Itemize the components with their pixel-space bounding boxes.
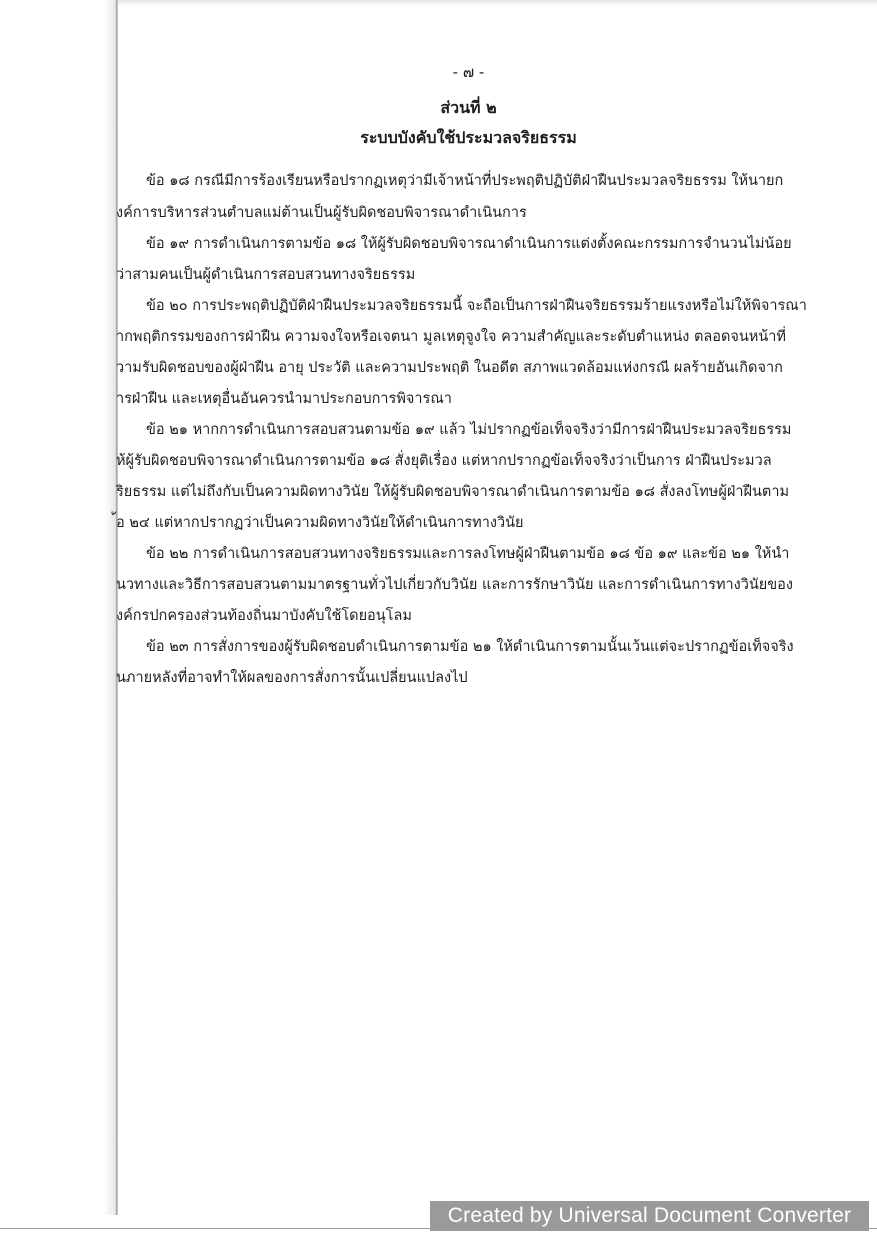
page-number: - ๗ - xyxy=(452,63,485,81)
scan-top-shadow xyxy=(118,0,877,6)
section-label: ส่วนที่ ๒ xyxy=(440,98,497,117)
converter-watermark: Created by Universal Document Converter xyxy=(430,1201,869,1231)
clause-21-line-2: ห้ผู้รับผิดชอบพิจารณาดำเนินการตามข้อ ๑๘ สั่งยุติเรื่อง แต่หากปรากฏข้อเท็จจริงว่าเป็นการ ฝ่าฝืนประมวล xyxy=(116,453,772,469)
section-title: ระบบบังคับใช้ประมวลจริยธรรม xyxy=(360,128,577,147)
clause-21-line-3: ริยธรรม แต่ไม่ถึงกับเป็นความผิดทางวินัย ให้ผู้รับผิดชอบพิจารณาดำเนินการตามข้อ ๑๘ สั่งลงโทษผู้ฝ่าฝืนตาม xyxy=(116,484,790,500)
clause-23-line-1: ข้อ ๒๓ การสั่งการของผู้รับผิดชอบดำเนินการตามข้อ ๒๑ ให้ดำเนินการตามนั้นเว้นแต่จะปรากฏข้อเท็จจริง xyxy=(146,639,794,655)
clause-22-line-1: ข้อ ๒๒ การดำเนินการสอบสวนทางจริยธรรมและการลงโทษผู้ฝ่าฝืนตามข้อ ๑๘ ข้อ ๑๙ และข้อ ๒๑ ให้นำ xyxy=(146,546,790,562)
clause-22-line-2: นวทางและวิธีการสอบสวนตามมาตรฐานทั่วไปเกี่ยวกับวินัย และการรักษาวินัย และการดำเนินการทางวินัยของ xyxy=(116,577,793,593)
clause-20-line-3: วามรับผิดชอบของผู้ฝ่าฝืน อายุ ประวัติ และความประพฤติ ในอดีต สภาพแวดล้อมแห่งกรณี ผลร้ายอันเกิดจาก xyxy=(116,360,783,376)
clause-19-line-2: ว่าสามคนเป็นผู้ดำเนินการสอบสวนทางจริยธรรม xyxy=(116,267,416,283)
clause-22-line-3: งค์กรปกครองส่วนท้องถิ่นมาบังคับใช้โดยอนุโลม xyxy=(116,608,412,624)
clause-18-line-2: งค์การบริหารส่วนตำบลแม่ต้านเป็นผู้รับผิดชอบพิจารณาดำเนินการ xyxy=(116,205,527,221)
clause-23-line-2: นภายหลังที่อาจทำให้ผลของการสั่งการนั้นเปลี่ยนแปลงไป xyxy=(116,670,468,686)
clause-18-line-1: ข้อ ๑๘ กรณีมีการร้องเรียนหรือปรากฏเหตุว่ามีเจ้าหน้าที่ประพฤติปฏิบัติฝ่าฝืนประมวลจริยธรรม ให้นายก xyxy=(146,173,784,189)
clause-20-line-1: ข้อ ๒๐ การประพฤติปฏิบัติฝ่าฝืนประมวลจริยธรรมนี้ จะถือเป็นการฝ่าฝืนจริยธรรมร้ายแรงหรือไม่ให้พิจารณา xyxy=(146,298,807,314)
scan-shadow-edge xyxy=(0,0,118,1215)
clause-19-line-1: ข้อ ๑๙ การดำเนินการตามข้อ ๑๘ ให้ผู้รับผิดชอบพิจารณาดำเนินการแต่งตั้งคณะกรรมการจำนวนไม่น้อย xyxy=(146,236,792,252)
clause-20-line-4: ารฝ่าฝืน และเหตุอื่นอันควรนำมาประกอบการพิจารณา xyxy=(116,391,452,407)
clause-21-line-4: ้อ ๒๔ แต่หากปรากฏว่าเป็นความผิดทางวินัยให้ดำเนินการทางวินัย xyxy=(116,515,524,531)
clause-21-line-1: ข้อ ๒๑ หากการดำเนินการสอบสวนตามข้อ ๑๙ แล้ว ไม่ปรากฏข้อเท็จจริงว่ามีการฝ่าฝืนประมวลจริยธรรม xyxy=(146,422,792,438)
clause-20-line-2: ากพฤติกรรมของการฝ่าฝืน ความจงใจหรือเจตนา มูลเหตุจูงใจ ความสำคัญและระดับตำแหน่ง ตลอดจนหน้าที่ xyxy=(116,329,786,345)
